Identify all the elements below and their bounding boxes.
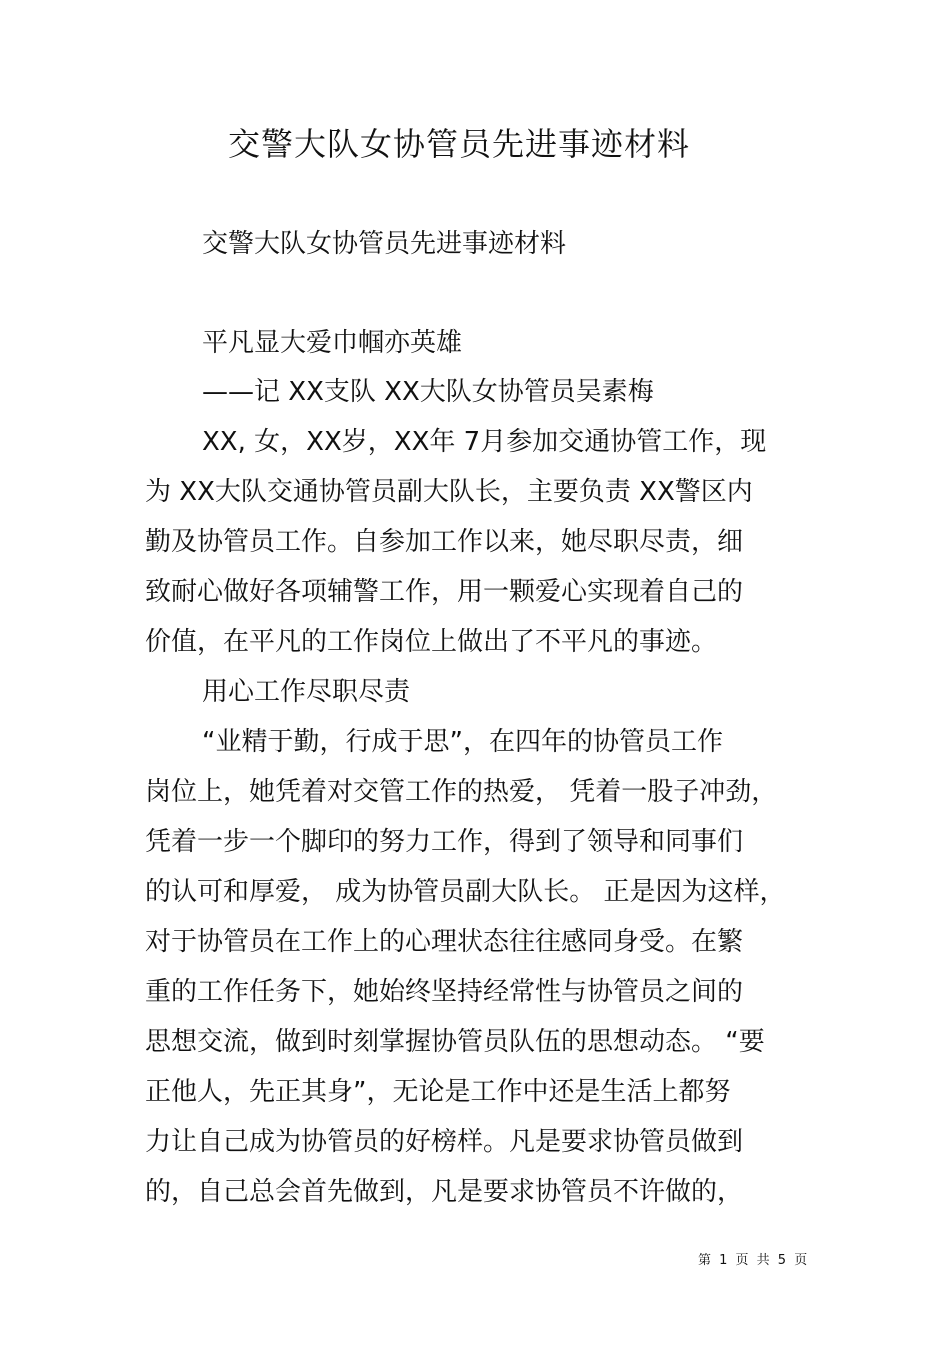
- paragraph-line: 的，自己总会首先做到，凡是要求协管员不许做的，: [145, 1177, 744, 1207]
- document-subtitle: 交警大队女协管员先进事迹材料: [202, 229, 567, 259]
- page-footer: 第 1 页 共 5 页: [698, 1253, 808, 1268]
- article-heading: 平凡显大爱巾帼亦英雄: [202, 328, 463, 358]
- paragraph-line: 对于协管员在工作上的心理状态往往感同身受。在繁: [145, 927, 744, 957]
- section-heading: 用心工作尽职尽责: [202, 677, 411, 707]
- paragraph-line: 重的工作任务下，她始终坚持经常性与协管员之间的: [145, 977, 744, 1007]
- paragraph-line: 勤及协管员工作。自参加工作以来，她尽职尽责，细: [145, 527, 744, 557]
- article-byline: ——记 XX支队 XX大队女协管员吴素梅: [202, 377, 654, 407]
- paragraph-line: 价值，在平凡的工作岗位上做出了不平凡的事迹。: [145, 627, 718, 657]
- paragraph-line: 为 XX大队交通协管员副大队长，主要负责 XX警区内: [145, 477, 753, 507]
- paragraph-line: 的认可和厚爱， 成为协管员副大队长。 正是因为这样，: [145, 877, 786, 907]
- paragraph-line: “业精于勤，行成于思”，在四年的协管员工作: [202, 727, 723, 757]
- paragraph-line: 凭着一步一个脚印的努力工作，得到了领导和同事们: [145, 827, 744, 857]
- paragraph-line: 思想交流，做到时刻掌握协管员队伍的思想动态。 “要: [145, 1027, 765, 1057]
- paragraph-line: 力让自己成为协管员的好榜样。凡是要求协管员做到: [145, 1127, 744, 1157]
- paragraph-line: 正他人，先正其身”，无论是工作中还是生活上都努: [145, 1077, 731, 1107]
- paragraph-line: 致耐心做好各项辅警工作，用一颗爱心实现着自己的: [145, 577, 744, 607]
- paragraph-line: 岗位上，她凭着对交管工作的热爱， 凭着一股子冲劲，: [145, 777, 778, 807]
- document-title: 交警大队女协管员先进事迹材料: [228, 125, 691, 163]
- paragraph-line: XX, 女，XX岁，XX年 7月参加交通协管工作，现: [202, 427, 767, 457]
